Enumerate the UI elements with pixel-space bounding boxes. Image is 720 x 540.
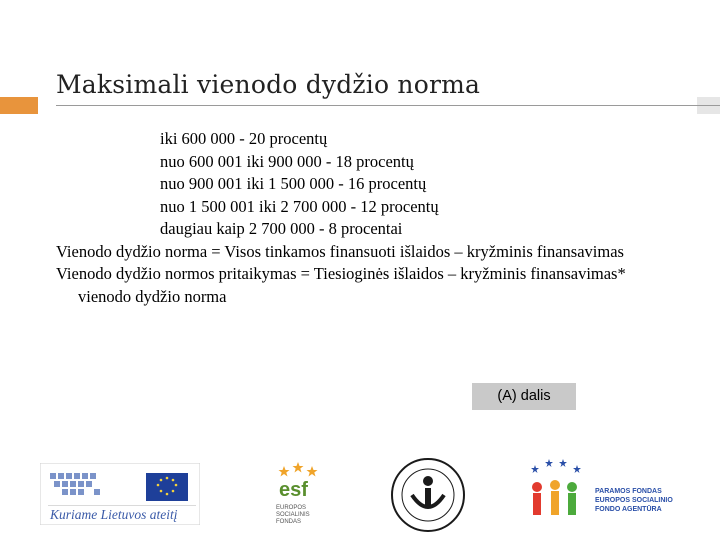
formula-definition: Vienodo dydžio norma = Visos tinkamos finansuoti išlaidos – kryžminis finansavimas <box>56 241 624 261</box>
rate-tier: iki 600 000 - 20 procentų <box>160 129 328 148</box>
esf-stars-icon <box>276 460 326 500</box>
ministry-eu-logo <box>40 463 200 525</box>
footer-logos <box>0 455 720 540</box>
title-accent-bar <box>0 97 38 114</box>
title-divider <box>56 105 720 106</box>
ministry-round-emblem <box>388 455 468 535</box>
part-badge: (A) dalis <box>472 383 576 410</box>
round-emblem-icon <box>388 455 468 535</box>
slide-body <box>56 128 676 308</box>
rate-tier: daugiau kaip 2 700 000 - 8 procentai <box>160 219 403 238</box>
rate-tier: nuo 600 001 iki 900 000 - 18 procentų <box>160 151 414 171</box>
slide-title: Maksimali vienodo dydžio norma <box>56 70 481 99</box>
agency-people-icon <box>515 457 593 535</box>
formula-application: Vienodo dydžio normos pritaikymas = Tiesioginės išlaidos – kryžminis finansavimas* vienodo dydžio norma <box>56 264 626 306</box>
esf-mark: esf <box>279 479 308 500</box>
esf-logo <box>276 460 326 530</box>
rate-tier: nuo 900 001 iki 1 500 000 - 16 procentų <box>160 174 427 193</box>
agency-logo <box>515 457 695 535</box>
esf-caption: EUROPOS SOCIALINIS FONDAS <box>276 505 310 525</box>
rate-tier: nuo 1 500 001 iki 2 700 000 - 12 procentų <box>160 196 439 216</box>
agency-caption: PARAMOS FONDAS EUROPOS SOCIALINIO FONDO AGENTŪRA <box>595 488 673 513</box>
lt-slogan: Kuriame Lietuvos ateitį <box>50 507 178 522</box>
